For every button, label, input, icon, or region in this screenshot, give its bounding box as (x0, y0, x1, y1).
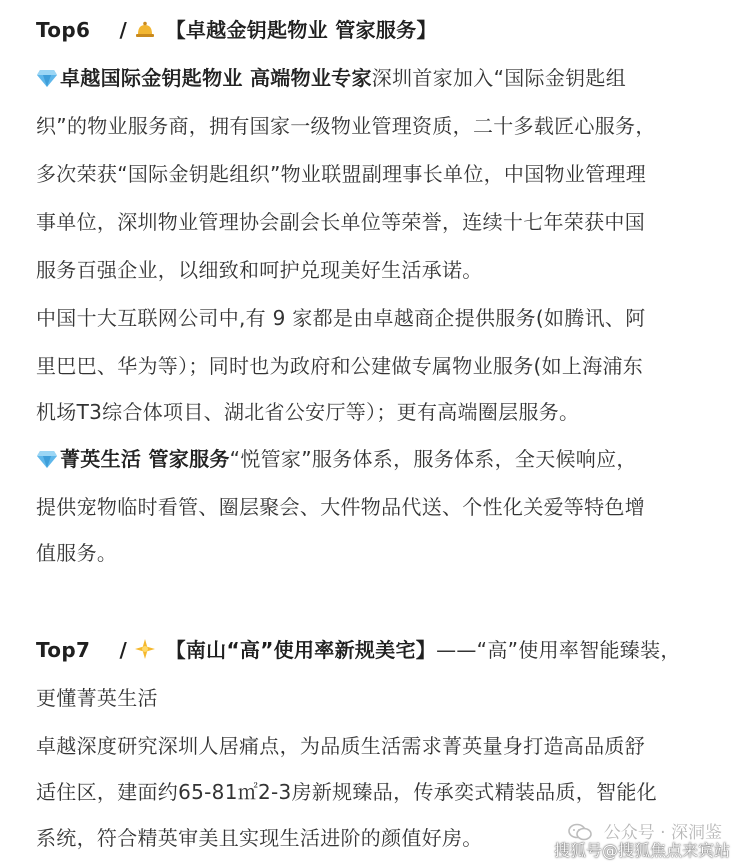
gem-icon (36, 67, 58, 95)
top7-para1-line1: 卓越深度研究深圳人居痛点，为品质生活需求菁英量身打造高品质舒 (36, 734, 645, 758)
top6-para3-line2: 提供宠物临时看管、圈层聚会、大件物品代送、个性化关爱等特色增 (36, 495, 645, 519)
top7-slash: / (119, 638, 128, 662)
top6-para1-line4: 事单位，深圳物业管理协会副会长单位等荣誉，连续十七年荣获中国 (36, 210, 645, 234)
top6-para3-line3: 值服务。 (36, 541, 118, 565)
top7-para1-line2: 适住区，建面约65-81㎡2-3房新规臻品，传承奕式精装品质，智能化 (36, 780, 657, 804)
top6-para2-line3: 机场T3综合体项目、湖北省公安厅等）；更有高端圈层服务。 (36, 400, 580, 424)
top6-title: 【卓越金钥匙物业 管家服务】 (165, 18, 437, 42)
bell-icon (134, 18, 156, 47)
top7-rank: Top7 (36, 638, 91, 662)
watermark-text: 公众号 · 深洞鉴 (603, 823, 722, 843)
top7-title: 【南山“高”使用率新规美宅】 (165, 638, 437, 662)
top6-para3-lead: 菁英生活 管家服务 (60, 447, 230, 471)
top6-para2-line1: 中国十大互联网公司中,有 9 家都是由卓越商企提供服务(如腾讯、阿 (36, 306, 646, 330)
top6-para3-text: “悦管家”服务体系，服务体系，全天候响应， (229, 447, 637, 471)
top6-slash: / (119, 18, 128, 42)
top7-heading (36, 636, 681, 667)
top7-title-line2: 更懂菁英生活 (36, 686, 158, 710)
gem-icon (36, 448, 58, 476)
top6-para1-line3: 多次荣获“国际金钥匙组织”物业联盟副理事长单位，中国物业管理理 (36, 162, 647, 186)
top6-rank: Top6 (36, 18, 91, 42)
top6-para1-line5: 服务百强企业，以细致和呵护兑现美好生活承诺。 (36, 258, 483, 282)
source-footer: 搜狐号@搜狐焦点来宾站 (553, 841, 730, 860)
top6-para1-line2: 织”的物业服务商，拥有国家一级物业管理资质，二十多载匠心服务， (36, 114, 656, 138)
sparkle-star-icon (134, 638, 156, 667)
top6-para2-line2: 里巴巴、华为等）；同时也为政府和公建做专属物业服务(如上海浦东 (36, 354, 644, 378)
top7-para1-line3: 系统，符合精英审美且实现生活进阶的颜值好房。 (36, 826, 483, 850)
top6-para1-lead: 卓越国际金钥匙物业 高端物业专家 (60, 66, 372, 90)
top6-heading (36, 16, 437, 47)
top6-para3-line1 (36, 445, 637, 476)
top7-title-tail: ——“高”使用率智能臻装， (436, 638, 681, 662)
top6-para1-text: 深圳首家加入“国际金钥匙组 (371, 66, 627, 90)
top6-para1-line1 (36, 64, 626, 95)
